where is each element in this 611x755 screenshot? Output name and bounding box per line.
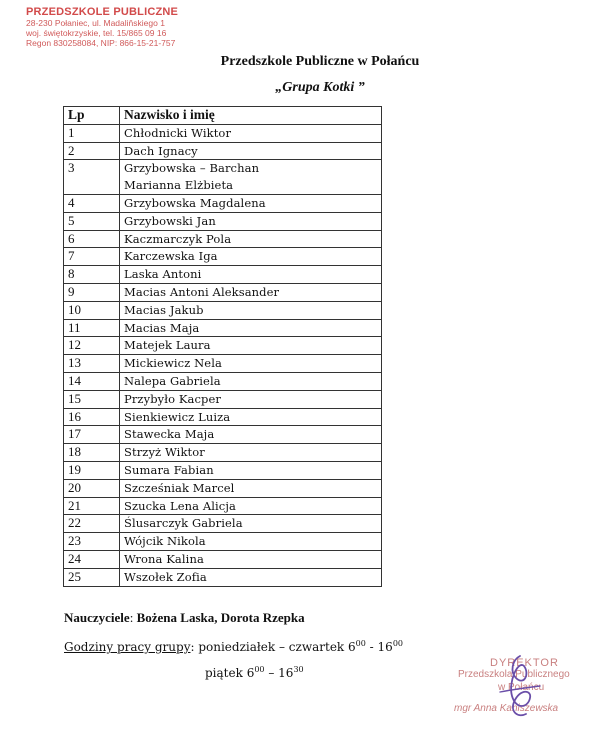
- row-name-cell: [120, 142, 382, 160]
- row-name-cell: [120, 301, 382, 319]
- row-name: Matejek Laura: [124, 338, 211, 353]
- stamp-address: 28-230 Połaniec, ul. Madaliňskiego 1: [26, 18, 165, 28]
- table-row: [64, 408, 382, 426]
- row-lp: 9: [64, 283, 120, 301]
- row-name-cell: [120, 230, 382, 248]
- row-lp: 24: [64, 550, 120, 568]
- row-lp: 20: [64, 479, 120, 497]
- row-lp: 14: [64, 372, 120, 390]
- row-name: Strzyż Wiktor: [124, 445, 205, 460]
- friday-start-m: 00: [254, 665, 265, 674]
- row-name: Szcześniak Marcel: [124, 480, 235, 495]
- table-row: [64, 212, 382, 230]
- row-lp: 1: [64, 124, 120, 142]
- row-name: Macias Antoni Aleksander: [124, 284, 280, 299]
- friday-end-m: 30: [293, 665, 304, 674]
- row-lp: 23: [64, 533, 120, 551]
- row-lp: 12: [64, 337, 120, 355]
- table-row: [64, 390, 382, 408]
- row-name: Nalepa Gabriela: [124, 373, 221, 388]
- school-stamp: [26, 6, 178, 48]
- friday-end-h: 16: [278, 666, 294, 680]
- row-lp: 4: [64, 194, 120, 212]
- row-name: Grzybowska – Barchan: [124, 161, 260, 176]
- row-name-cell: [120, 319, 382, 337]
- row-name-cell: [120, 355, 382, 373]
- teachers-line: Nauczyciele: Bożena Laska, Dorota Rzepka: [64, 610, 305, 625]
- table-row: [64, 355, 382, 373]
- table-row: [64, 426, 382, 444]
- table-row: [64, 319, 382, 337]
- friday-line: piątek $6^{00} - 16^{30}$: [205, 665, 304, 680]
- row-lp: 16: [64, 408, 120, 426]
- row-lp: 3: [64, 160, 120, 195]
- hours-start-m: 00: [355, 639, 366, 648]
- row-lp: 17: [64, 426, 120, 444]
- row-name-cell: [120, 461, 382, 479]
- row-name-cell: [120, 194, 382, 212]
- row-name-cell: [120, 479, 382, 497]
- row-name: Chłodnicki Wiktor: [124, 125, 232, 140]
- row-name-cell: [120, 390, 382, 408]
- hours-label: Godziny pracy grupy: [64, 640, 191, 654]
- row-name-cell: [120, 533, 382, 551]
- director-name: mgr Anna Kaniszewska: [454, 703, 559, 714]
- table-row: [64, 533, 382, 551]
- friday-label: piątek: [205, 666, 243, 680]
- row-name: Grzybowska Magdalena: [124, 195, 266, 210]
- table-row: [64, 515, 382, 533]
- row-name: Szucka Lena Alicja: [124, 498, 236, 513]
- row-name-cell: [120, 550, 382, 568]
- row-name-cell: [120, 515, 382, 533]
- row-name-cell: [120, 408, 382, 426]
- row-name-cell: [120, 212, 382, 230]
- row-name: Macias Jakub: [124, 302, 204, 317]
- row-name-cell: [120, 160, 382, 195]
- row-lp: 8: [64, 266, 120, 284]
- hours-end-h: 16: [377, 640, 393, 654]
- table-row: [64, 266, 382, 284]
- row-name: Mickiewicz Nela: [124, 356, 222, 371]
- row-name: Karczewska Iga: [124, 249, 218, 264]
- row-lp: 25: [64, 568, 120, 586]
- table-body: [64, 124, 382, 586]
- signature-icon: [490, 652, 550, 722]
- hours-line: Godziny pracy grupy: poniedziałek – czwartek $6^{00} - 16^{00}$: [64, 639, 404, 654]
- row-name: Grzybowski Jan: [124, 213, 216, 228]
- row-lp: 5: [64, 212, 120, 230]
- row-name: Laska Antoni: [124, 267, 202, 282]
- row-name: Wrona Kalina: [124, 551, 204, 566]
- teachers-label: Nauczyciele: [64, 610, 130, 625]
- director-title: DYREKTOR: [490, 657, 559, 669]
- row-lp: 7: [64, 248, 120, 266]
- table-row: [64, 142, 382, 160]
- table-row: [64, 568, 382, 586]
- table-row: [64, 479, 382, 497]
- stamp-contact: woj. świętokrzyskie, tel. 15/865 09 16: [26, 28, 167, 38]
- row-name-cell: [120, 497, 382, 515]
- row-name-cell: [120, 248, 382, 266]
- row-name: Sienkiewicz Luiza: [124, 409, 231, 424]
- director-line2: w Połańcu: [498, 682, 545, 693]
- row-lp: 22: [64, 515, 120, 533]
- row-name-cell: [120, 372, 382, 390]
- row-name: Kaczmarczyk Pola: [124, 231, 232, 246]
- row-lp: 13: [64, 355, 120, 373]
- table-header-row: [64, 107, 382, 125]
- row-name-continued: Marianna Elżbieta: [124, 178, 234, 193]
- row-name-cell: [120, 283, 382, 301]
- row-name-cell: [120, 568, 382, 586]
- row-lp: 18: [64, 444, 120, 462]
- stamp-name: PRZEDSZKOLE PUBLICZNE: [26, 6, 179, 18]
- friday-start-h: 6: [246, 666, 255, 680]
- row-name: Sumara Fabian: [124, 462, 214, 477]
- row-name-cell: [120, 337, 382, 355]
- teachers-names: Bożena Laska, Dorota Rzepka: [136, 610, 305, 625]
- row-lp: 6: [64, 230, 120, 248]
- hours-start-h: 6: [348, 640, 356, 654]
- group-name: „Grupa Kotki ”: [275, 80, 365, 95]
- row-lp: 21: [64, 497, 120, 515]
- row-name-cell: [120, 444, 382, 462]
- table-row: [64, 550, 382, 568]
- document-title: Przedszkole Publiczne w Połańcu: [220, 54, 420, 69]
- row-lp: 2: [64, 142, 120, 160]
- header-lp: Lp: [64, 107, 120, 125]
- row-name: Macias Maja: [124, 320, 200, 335]
- table-row: [64, 372, 382, 390]
- table-row: [64, 461, 382, 479]
- row-lp: 15: [64, 390, 120, 408]
- row-name-cell: [120, 124, 382, 142]
- table-row: [64, 283, 382, 301]
- table-row: [64, 194, 382, 212]
- stamp-ids: Regon 830258084, NIP: 866-15-21-757: [26, 38, 176, 48]
- table-row: [64, 337, 382, 355]
- table-row: [64, 230, 382, 248]
- row-name: Przybyło Kacper: [124, 391, 222, 406]
- row-lp: 11: [64, 319, 120, 337]
- hours-days: poniedziałek – czwartek: [198, 640, 345, 654]
- row-name: Wszołek Zofia: [124, 569, 207, 584]
- table-row: [64, 301, 382, 319]
- table-row: [64, 444, 382, 462]
- row-name-cell: [120, 426, 382, 444]
- hours-end-m: 00: [392, 639, 404, 648]
- row-name: Ślusarczyk Gabriela: [124, 516, 243, 531]
- table-row: [64, 248, 382, 266]
- header-name: Nazwisko i imię: [120, 107, 382, 125]
- director-line1: Przedszkola Publicznego: [458, 669, 570, 680]
- table-row: [64, 497, 382, 515]
- row-lp: 10: [64, 301, 120, 319]
- table-row: [64, 124, 382, 142]
- row-lp: 19: [64, 461, 120, 479]
- row-name: Dach Ignacy: [124, 143, 198, 158]
- row-name: Stawecka Maja: [124, 427, 215, 442]
- children-table: [63, 106, 382, 587]
- table-row: [64, 160, 382, 195]
- row-name: Wójcik Nikola: [124, 534, 206, 549]
- row-name-cell: [120, 266, 382, 284]
